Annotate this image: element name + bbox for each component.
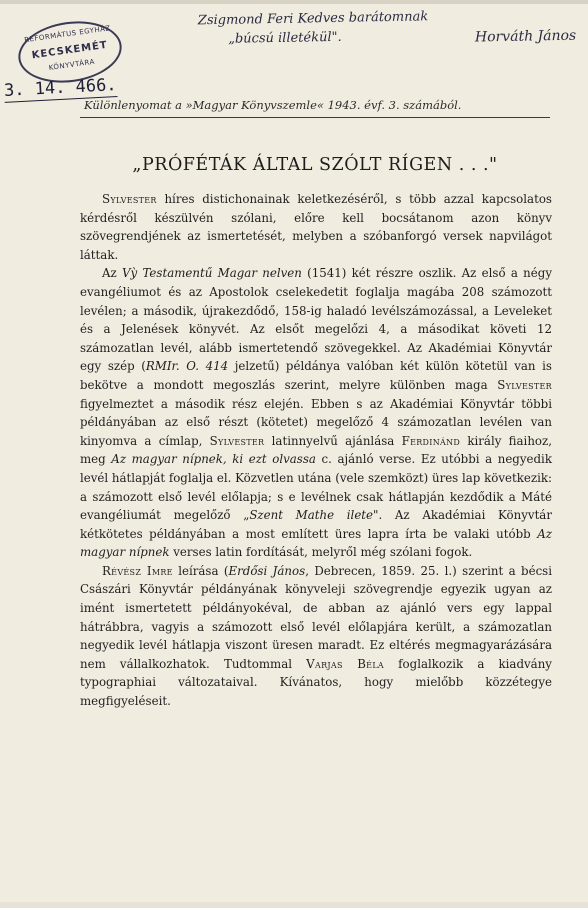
italic-citation: Az magyar nípnek, ki ezt olvassa: [111, 452, 316, 467]
small-caps-name: Sylvester: [497, 377, 552, 392]
paragraph-text: ". Az Akadémiai Könyvtár kétkötetes példányában a most említett üres lapra írta be valaki utóbb: [80, 508, 552, 541]
paragraph-text: figyelmeztet a második rész elején. Ebben s az Akadémiai Könyvtár többi példányában az első részt (kötetet) megelőző 4 számozatlan levélen van kinyomva a címlap,: [80, 396, 552, 448]
article-title: „PRÓFÉTÁK ÁLTAL SZÓLT RÍGEN . . .": [132, 155, 498, 175]
body-paragraph: [80, 562, 552, 711]
paragraph-text: híres distichonainak keletkezéséről, s több azzal kapcsolatos kérdésről készülvén szólani, előre kell bocsátanom azon könyv szövegrendjének az ismertetését, melyben a szóbanforgó versek napvilágot láttak.: [80, 192, 552, 262]
paragraph-text: király fiaihoz, meg: [80, 433, 552, 467]
paragraph-text: Az: [102, 266, 123, 281]
small-caps-name: Sylvester: [209, 433, 265, 448]
stamp-line-1: REFORMÁTUS EGYHÁZ: [23, 24, 112, 45]
scan-edge-top: [0, 0, 588, 4]
small-caps-name: Varjas Béla: [306, 656, 385, 671]
paragraph-text: , Debrecen, 1859. 25. l.) szerint a bécsi Császári Könyvtár példányának könyveleji szövegrendje egyezik ugyan az imént ismertetett példányokéval, de abban az ajánló vers egy lappal hátrábbra, vagyis a számozott első levél előlapjára került, a számozatlan negyedik levél hátlapja viszont üresen maradt. Ez eltérés megmagyarázására nem vállalkozhatok. Tudtommal: [80, 563, 552, 671]
paragraph-text: latinnyelvű ajánlása: [264, 433, 402, 448]
paragraph-text: (1541) két részre oszlik. Az első a négy evangéliumot és az Apostolok cselekedetit foglalja magába 208 számozott levélen; a második, újrakezdődő, 158-ig haladó levélszámozással, a Leveleket és a Jelenések könyvét. Az elsőt megelőzi 4, a másodikat követi 12 számozatlan levél, alább ismertetendő szövegekkel. Az Akadémiai Könyvtár egy szép (: [80, 266, 552, 374]
dedication-line-1: Zsigmond Feri Kedves barátomnak: [197, 9, 429, 29]
small-caps-name: Sylvester: [102, 192, 157, 206]
body-paragraph: [80, 264, 552, 562]
call-number: 3. 14. 466.: [3, 75, 118, 101]
italic-citation: Szent Mathe ilete: [249, 508, 374, 523]
dedication-signature: Horváth János: [474, 27, 577, 46]
italic-citation: Vỳ Testamentű Magar nelven: [122, 266, 302, 281]
paragraph-text: c. ajánló verse. Ez utóbbi a negyedik levél hátlapját foglalja el. Közvetlen utána (vele szemközt) üres lap következik: a számozott első levél előlapja; s e levélnek csak hátlapján kezdődik a Máté evangéliumát megelőző „: [80, 452, 552, 523]
small-caps-name: Révész Imre: [102, 563, 173, 578]
small-caps-name: Ferdinánd: [401, 433, 461, 448]
article-body: [80, 190, 552, 711]
offprint-note: Különlenyomat a »Magyar Könyvszemle« 1943. évf. 3. számából.: [84, 98, 462, 112]
header-rule: [80, 117, 550, 118]
handwritten-dedication: [198, 5, 579, 50]
paragraph-text: jelzetű) példánya valóban két külön kötetül van is bekötve a mondott megoszlás szerint, melyre különben maga: [80, 359, 552, 392]
stamp-line-3: KÖNYVTÁRA: [48, 57, 96, 73]
scan-edge-bottom: [0, 902, 588, 908]
body-paragraph: [80, 190, 552, 264]
dedication-line-2: „búcsú illetékül".: [228, 29, 342, 47]
italic-citation: Erdősi János: [228, 563, 306, 578]
paragraph-text: foglalkozik a kiadvány typographiai változataival. Kívánatos, hogy mielőbb közzétegye megfigyeléseit.: [80, 656, 552, 709]
stamp-line-2: KECSKEMÉT: [31, 39, 109, 62]
paragraph-text: leírása (: [172, 563, 229, 578]
paragraph-text: verses latin fordítását, melyről még szólani fogok.: [169, 545, 473, 560]
italic-citation: Az magyar nípnek: [80, 526, 552, 560]
italic-citation: RMIr. O. 414: [145, 359, 229, 374]
